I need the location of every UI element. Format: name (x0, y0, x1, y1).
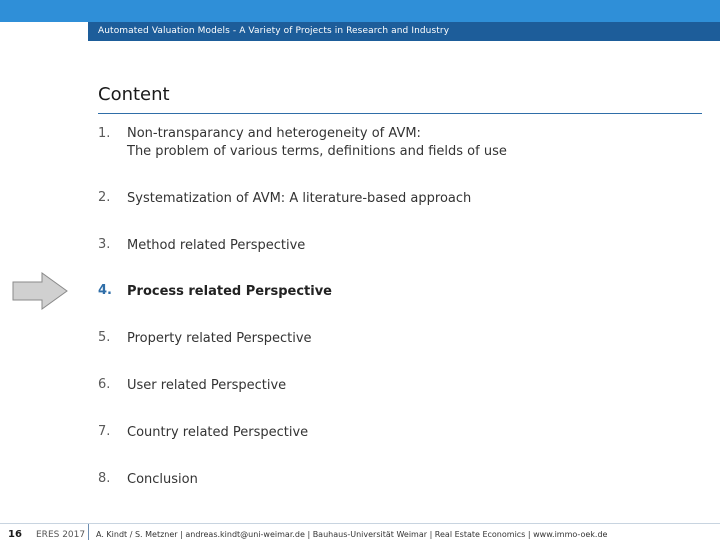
item-text: Conclusion (127, 472, 198, 487)
top-color-bar (0, 0, 720, 22)
item-number: 6. (98, 377, 111, 392)
item-number: 1. (98, 126, 111, 141)
item-text-line-1: Non-transparancy and heterogeneity of AVM: (127, 126, 421, 141)
item-number: 8. (98, 471, 111, 486)
item-text: Property related Perspective (127, 331, 312, 346)
item-text: Systematization of AVM: A literature-based approach (127, 191, 472, 206)
page-number: 16 (8, 529, 22, 540)
item-number: 5. (98, 330, 111, 345)
item-number: 2. (98, 190, 111, 205)
title-divider (98, 113, 702, 114)
page-title: Content (98, 84, 170, 105)
footer-separator (88, 524, 89, 540)
item-number: 7. (98, 424, 111, 439)
item-number: 3. (98, 237, 111, 252)
item-number: 4. (98, 283, 112, 298)
item-text-line-2: The problem of various terms, definitions and fields of use (127, 144, 507, 159)
footer-credits: A. Kindt / S. Metzner | andreas.kindt@uni-weimar.de | Bauhaus-Universität Weimar | Real Estate Economics | www.immo-oek.de (96, 530, 608, 539)
right-arrow-icon (12, 272, 68, 310)
conference-label: ERES 2017 (36, 530, 86, 540)
item-text: User related Perspective (127, 378, 287, 393)
header-left-block (0, 22, 88, 41)
item-text: Process related Perspective (127, 284, 332, 299)
item-text: Country related Perspective (127, 425, 309, 440)
header-title: Automated Valuation Models - A Variety of Projects in Research and Industry (98, 26, 450, 36)
item-text: Method related Perspective (127, 238, 306, 253)
